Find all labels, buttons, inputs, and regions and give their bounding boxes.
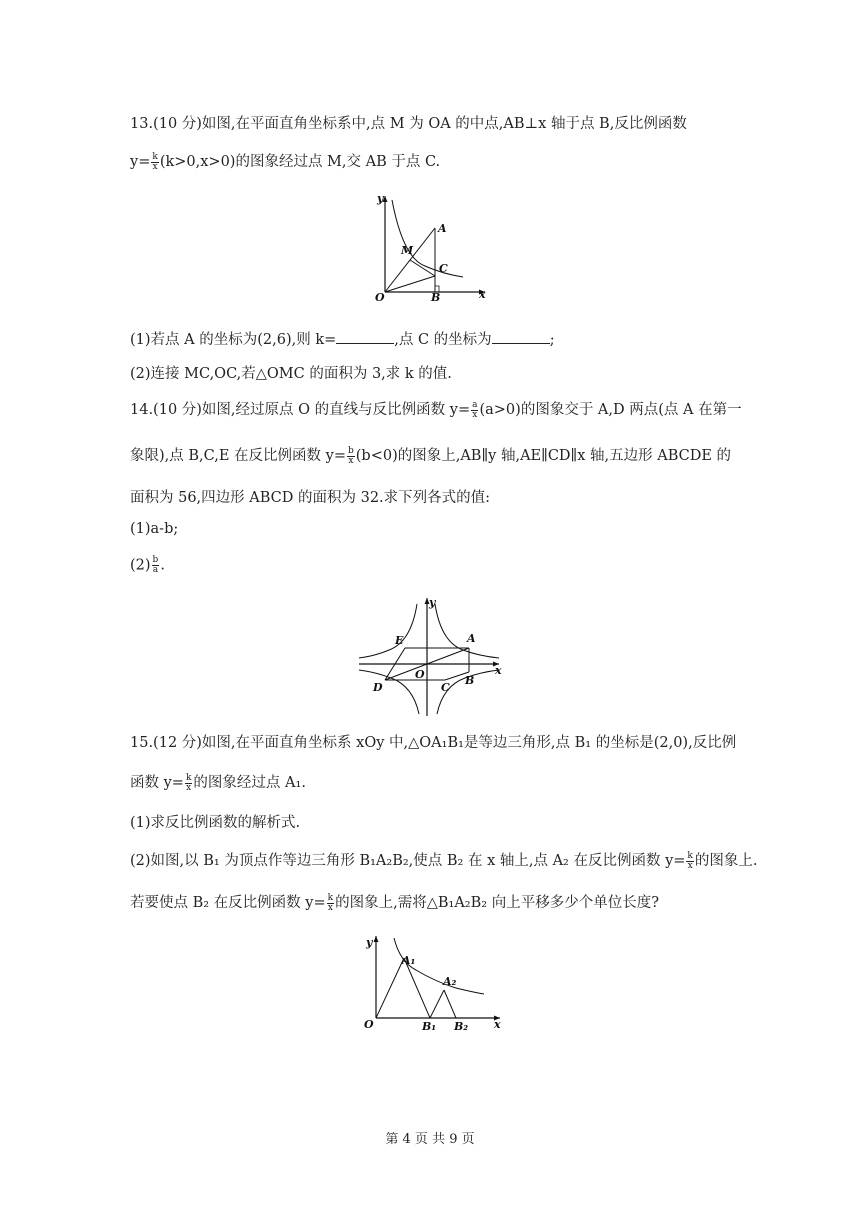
q13-blank-c [492, 331, 550, 344]
q14-line1 [130, 398, 742, 420]
q13-label-o: O [375, 291, 385, 302]
q15-frac3-den: x [327, 902, 333, 913]
q14-fraction-a [471, 401, 478, 420]
q14-label-e: E [395, 634, 404, 647]
q13-frac-num: k [152, 151, 158, 162]
q15-frac1-den: x [186, 782, 192, 793]
q14-line2-text-a: 象限),点 B,C,E 在反比例函数 y= [130, 448, 346, 464]
q14-fraction-b [347, 447, 355, 466]
q13-part1 [130, 328, 555, 349]
q14-frac2-num: b [347, 445, 354, 456]
q14-part2 [130, 556, 165, 575]
q15-part2 [130, 849, 758, 871]
q14-line1-text-b: (a>0)的图象交于 A,D 两点(点 A 在第一 [479, 402, 742, 418]
q14-label-c: C [441, 681, 450, 694]
q14-line2-text-b: (b<0)的图象上,AB∥y 轴,AE∥CD∥x 轴,五边形 ABCDE 的 [355, 448, 732, 464]
q15-frac1-num: k [185, 772, 192, 783]
q14-label-o: O [415, 668, 425, 681]
q13-blank-k [336, 331, 394, 344]
q15-fraction-1 [185, 774, 192, 793]
q13-part1-text-b: ,点 C 的坐标为 [394, 332, 492, 348]
q15-part1: (1)求反比例函数的解析式. [130, 815, 301, 831]
q15-frac2-den: x [687, 860, 693, 871]
q13-label-b: B [431, 291, 441, 302]
q15-line1: 15.(12 分)如图,在平面直角坐标系 xOy 中,△OA₁B₁是等边三角形,点 B₁ 的坐标是(2,0),反比例 [130, 735, 737, 751]
q15-label-a2: A₂ [443, 975, 457, 988]
q14-label-a: A [467, 632, 476, 645]
q14-line2 [130, 444, 731, 466]
q14-label-y: y [429, 596, 436, 609]
q13-label-y: y [377, 192, 384, 205]
q14-label-d: D [373, 681, 383, 694]
q13-label-a: A [438, 222, 447, 235]
q13-y-eq: y= [130, 154, 151, 170]
q15-fraction-2 [686, 852, 693, 871]
q15-line2 [130, 771, 306, 793]
q13-condition-text: (k>0,x>0)的图象经过点 M,交 AB 于点 C. [159, 154, 441, 170]
q14-fraction-ba [152, 556, 160, 575]
q13-part1-text-a: (1)若点 A 的坐标为(2,6),则 k= [130, 332, 337, 348]
q15-label-o: O [364, 1018, 374, 1031]
q15-label-y: y [366, 936, 373, 949]
q13-part1-text-c: ; [549, 332, 555, 348]
q14-line1-text-a: 14.(10 分)如图,经过原点 O 的直线与反比例函数 y= [130, 402, 471, 418]
q13-line1: 13.(10 分)如图,在平面直角坐标系中,点 M 为 OA 的中点,AB⊥x 轴于点 B,反比例函数 [130, 116, 687, 132]
q15-label-x: x [494, 1018, 501, 1031]
q13-label-m: M [401, 244, 414, 257]
q14-frac1-num: a [472, 399, 478, 410]
q13-line2 [130, 150, 440, 172]
q14-part2-period: . [160, 557, 165, 574]
q15-fraction-3 [327, 894, 334, 913]
q15-label-b2: B₂ [454, 1020, 469, 1032]
q14-label-b: B [465, 674, 475, 687]
q15-frac3-num: k [327, 892, 334, 903]
page-footer: 第 4 页 共 9 页 [385, 1132, 475, 1147]
q14-part1: (1)a-b; [130, 521, 179, 537]
q15-label-b1: B₁ [422, 1020, 437, 1032]
q13-figure [365, 190, 495, 302]
q14-figure [355, 594, 505, 718]
q14-frac1-den: x [472, 409, 478, 420]
q15-line2-text-a: 函数 y= [130, 775, 184, 791]
q15-part2-text-a: (2)如图,以 B₁ 为顶点作等边三角形 B₁A₂B₂,使点 B₂ 在 x 轴上,点 A₂ 在反比例函数 y= [130, 853, 686, 869]
q13-frac-den: x [152, 161, 158, 172]
q14-part2-label: (2) [130, 557, 151, 574]
q15-part2-text-b: 的图象上. [694, 853, 758, 869]
q13-label-c: C [439, 262, 448, 275]
q15-line5 [130, 891, 659, 913]
q14-frac3-num: b [152, 555, 159, 565]
q15-label-a1: A₁ [402, 954, 416, 967]
q15-figure [360, 932, 510, 1032]
q14-label-x: x [495, 664, 502, 677]
q15-line5-text-b: 的图象上,需将△B₁A₂B₂ 向上平移多少个单位长度? [335, 895, 659, 911]
q13-label-x: x [479, 288, 486, 301]
q15-line5-text-a: 若要使点 B₂ 在反比例函数 y= [130, 895, 326, 911]
q13-fraction [151, 153, 158, 172]
q14-line3: 面积为 56,四边形 ABCD 的面积为 32.求下列各式的值: [130, 490, 491, 506]
q15-line2-text-b: 的图象经过点 A₁. [193, 775, 306, 791]
q14-frac2-den: x [348, 455, 354, 466]
q15-frac2-num: k [687, 850, 693, 861]
q14-frac3-den: a [152, 565, 159, 575]
q13-part2: (2)连接 MC,OC,若△OMC 的面积为 3,求 k 的值. [130, 366, 452, 382]
